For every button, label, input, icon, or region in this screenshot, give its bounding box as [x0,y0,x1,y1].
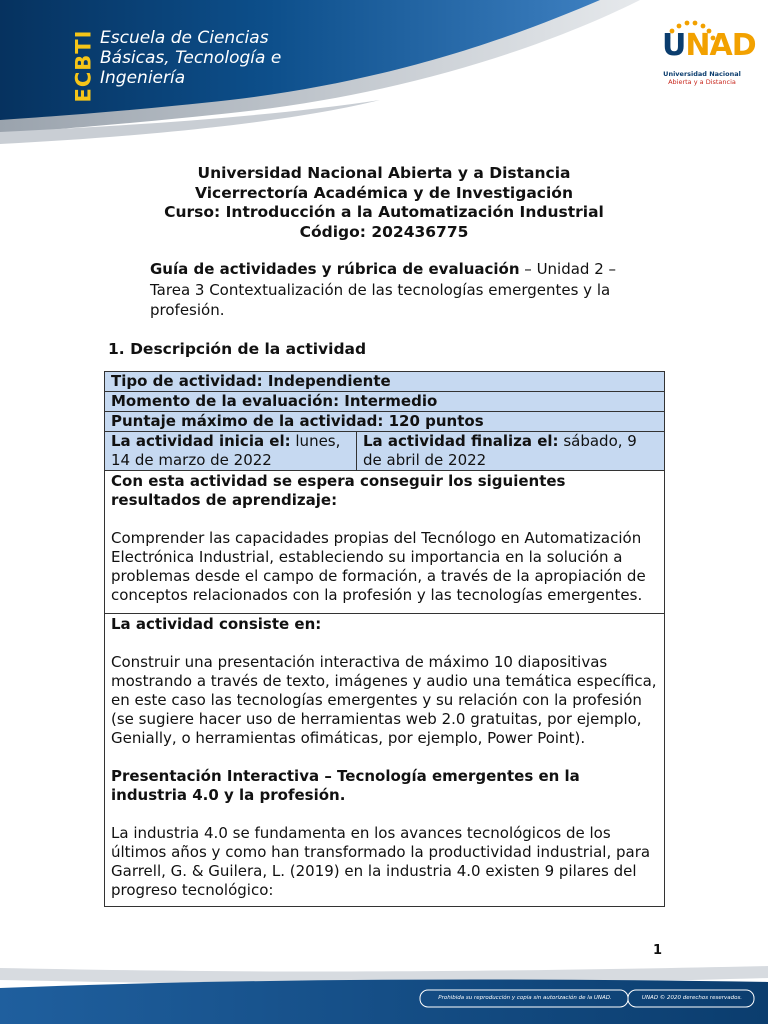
guide-title-bold: Guía de actividades y rúbrica de evaluación [150,260,520,278]
school-line: Escuela de Ciencias [100,28,269,48]
consiste-cell [105,614,665,907]
guide-title [150,259,650,321]
guide-title-rest: – Unidad 2 – Tarea 3 Contextualización de las tecnologías emergentes y la profesión. [150,260,617,319]
ecbti-mark: ECBTI [71,29,95,103]
unad-logo: UNAD [662,28,756,63]
school-line: Ingeniería [100,68,186,88]
header-banner [0,0,768,150]
footer-wave-graphic [0,958,768,1024]
title-line: Vicerrectoría Académica y de Investigación [195,183,573,202]
activity-table [104,371,665,907]
consiste-text: Construir una presentación interactiva de máximo 10 diapositivas mostrando a través de texto, imágenes y audio una temática específica, en este caso las tecnologías emergentes y su relación con la profesión (se sugiere hacer uso de herramientas web 2.0 gratuitas, por ejemplo, Genially, o herramientas ofimáticas, por ejemplo, Power Point). [111,653,657,747]
table-row [105,471,665,614]
rights-notice: UNAD © 2020 derechos reservados. [641,995,743,1001]
copyright-notice: Prohibida su reproducción y copia sin autorización de la UNAD. [438,995,612,1001]
fecha-fin-cell: La actividad finaliza el: sábado, 9 de abril de 2022 [357,432,665,471]
fecha-inicio-cell: La actividad inicia el: lunes, 14 de marzo de 2022 [105,432,357,471]
industria-text: La industria 4.0 se fundamenta en los avances tecnológicos de los últimos años y como han transformado la productividad industrial, para Garrell, G. & Guilera, L. (2019) en la industria 4.0 existen 9 pilares del progreso tecnológico: [111,824,651,899]
title-line: Universidad Nacional Abierta y a Distancia [197,164,571,182]
table-row [105,392,665,412]
footer-banner [0,958,768,1024]
table-row [105,432,665,471]
consiste-heading: La actividad consiste en: [111,615,322,633]
section-heading: 1. Descripción de la actividad [108,340,367,358]
table-row [105,614,665,907]
resultados-text: Comprender las capacidades propias del Tecnólogo en Automatización Electrónica Industrial, estableciendo su importancia en la solución a problemas desde el campo de formación, a través de la apropiación de conceptos relacionados con la profesión y las tecnologías emergentes. [111,529,646,604]
table-row [105,412,665,432]
document-title [110,164,658,242]
school-line: Básicas, Tecnología e [100,48,282,68]
momento-evaluacion-cell: Momento de la evaluación: Intermedio [105,392,665,412]
title-line: Código: 202436775 [299,222,469,241]
school-name [100,28,281,88]
tipo-actividad-cell: Tipo de actividad: Independiente [105,372,665,392]
page-number: 1 [653,943,663,958]
title-line: Curso: Introducción a la Automatización Industrial [164,203,604,221]
table-row [105,372,665,392]
resultados-cell [105,471,665,614]
puntaje-cell: Puntaje máximo de la actividad: 120 puntos [105,412,665,432]
resultados-heading: Con esta actividad se espera conseguir los siguientes resultados de aprendizaje: [111,472,566,509]
presentacion-heading: Presentación Interactiva – Tecnología emergentes en la industria 4.0 y la profesión. [111,767,580,804]
unad-logo-subtitle: Universidad Nacional Abierta y a Distancia [663,70,741,86]
